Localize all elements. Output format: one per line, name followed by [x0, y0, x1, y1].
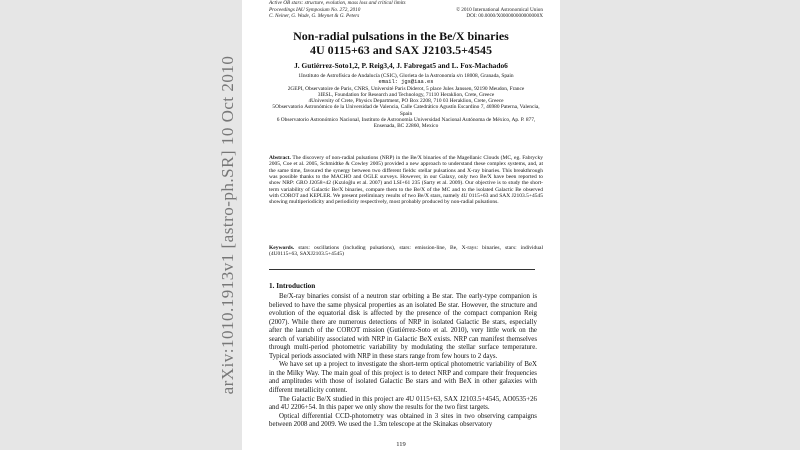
paragraph: We have set up a project to investigate the short-term optical photometric variability of BeX in the Milky Way. The main goal of this project is to detect NRP and compare their frequencies and amplitudes with those of isolated Galactic Be stars and with BeX in other galaxies with different metallicity content.: [269, 361, 537, 395]
affiliation: 6 Observatorio Astronómico Nacional, Instituto de Astronomía Universidad Nacional Autónoma de México, Ap. P. 877, Ensenada, BC 22860, Mexico: [276, 117, 536, 130]
authors: J. Gutiérrez-Soto1,2, P. Reig3,4, J. Fabregat5 and L. Fox-Machado6: [294, 61, 508, 70]
abstract-label: Abstract.: [269, 155, 291, 161]
affiliation: 5Observatorio Astronómico de la Universidad de Valencia, Calle Catedrático Agustín Escardino 7, 46980 Paterna, Valencia, Spain: [272, 104, 540, 117]
paper-page: [242, 0, 560, 450]
header-copyright: © 2010 International Astronomical Union: [456, 6, 543, 13]
affiliation: 2GEPI, Observatoire de Paris, CNRS, Université Paris Diderot, 5 place Jules Janssen, 92190 Meudon, France: [287, 85, 525, 92]
abstract: [269, 155, 543, 206]
affiliation-email: email: jgs@iaa.es: [378, 79, 434, 86]
paper-title-line-1: Non-radial pulsations in the Be/X binaries: [293, 29, 509, 43]
abstract-text: The discovery of non-radial pulsations (NRP) in the Be/X binaries of the Magellanic Clouds (MC, eg. Fabrycky 2005, Coe et al. 2005, Schmidtke & Cowley 2005) provided a new approach to understand these complex systems, and, at the same time, favoured the synergy between two different fields: stellar pulsations and X-ray binaries. This breakthrough was possible thanks to the MACHO and OGLE surveys. However, in our Galaxy, only two Be/X have been reported to show NRP: GRO J2058+42 (Kızıloğlu et al. 2007) and LSI+61 235 (Sarty et al. 2009). Our objective is to study the short-term variability of Galactic Be/X binaries, compare them to the Be/X of the MC and to the isolated Galactic Be observed with COROT and KEPLER. We present preliminary results of two Be/X stars, namely 4U 0115+63 and SAX J2103.5+4545 showing multiperiodicity and periodicity respectively, most probably produced by non-radial pulsations.: [269, 155, 543, 206]
affiliations: [272, 73, 540, 130]
paragraph: The Galactic Be/X studied in this project are 4U 0115+63, SAX J2103.5+4545, AO0535+26 and 4U 2206+54. In this paper we only show the results for the two first targets.: [269, 395, 537, 412]
header-line-1: Active OB stars: structure, evolution, mass loss and critical limits: [269, 0, 406, 6]
section-divider: [269, 269, 535, 270]
page-number: 119: [396, 441, 406, 448]
body-text: [269, 293, 537, 430]
section-heading: 1. Introduction: [269, 282, 316, 290]
header-line-3: C. Neiner, G. Wade, G. Meynet & G. Peters: [269, 13, 360, 19]
arxiv-stamp: arXiv:1010.1913v1 [astro-ph.SR] 10 Oct 2010: [218, 55, 237, 395]
affiliation: 3IESL, Foundation for Research and Technology, 71110 Heraklion, Crete, Greece: [317, 91, 495, 98]
affiliation: 1Instituto de Astrofísica de Andalucía (CSIC), Glorieta de la Astronomía s/n 18008, Granada, Spain: [298, 73, 514, 79]
paragraph: Be/X-ray binaries consist of a neutron star orbiting a Be star. The early-type companion is believed to have the same physical properties as an isolated Be star. However, the structure and evolution of the equatorial disk is affected by the presence of the compact companion Reig (2007). While there are numerous detections of NRP in isolated Galactic Be stars, especially after the launch of the COROT mission (Gutiérrez-Soto et al. 2010), very little work on the search of variability associated with NRP in Galactic BeX exists. NRP can manifest themselves through multi-period photometric variability by modulating the stellar surface temperature. Typical periods associated with NRP in these stars range from few hours to 2 days.: [269, 293, 537, 360]
affiliation: 4University of Crete, Physics Department, PO Box 2208, 710 03 Heraklion, Crete, Greece: [308, 98, 504, 105]
keywords-label: Keywords.: [269, 245, 295, 251]
header-doi: DOI: 00.0000/X000000000000000X: [466, 13, 543, 19]
paragraph: Optical differential CCD-photometry was obtained in 3 sites in two observing campaigns between 2008 and 2009. We used the 1.3m telescope at the Skinakas observatory: [269, 412, 537, 429]
header-line-2: Proceedings IAU Symposium No. 272, 2010: [269, 6, 361, 13]
keywords: [269, 245, 543, 258]
paper-title-line-2: 4U 0115+63 and SAX J2103.5+4545: [309, 43, 493, 57]
keywords-text: stars: oscillations (including pulsations), stars: emission-line, Be, X-rays: binaries, stars: individual (4U0115+63, SAXJ2103.5+4545): [269, 245, 543, 258]
